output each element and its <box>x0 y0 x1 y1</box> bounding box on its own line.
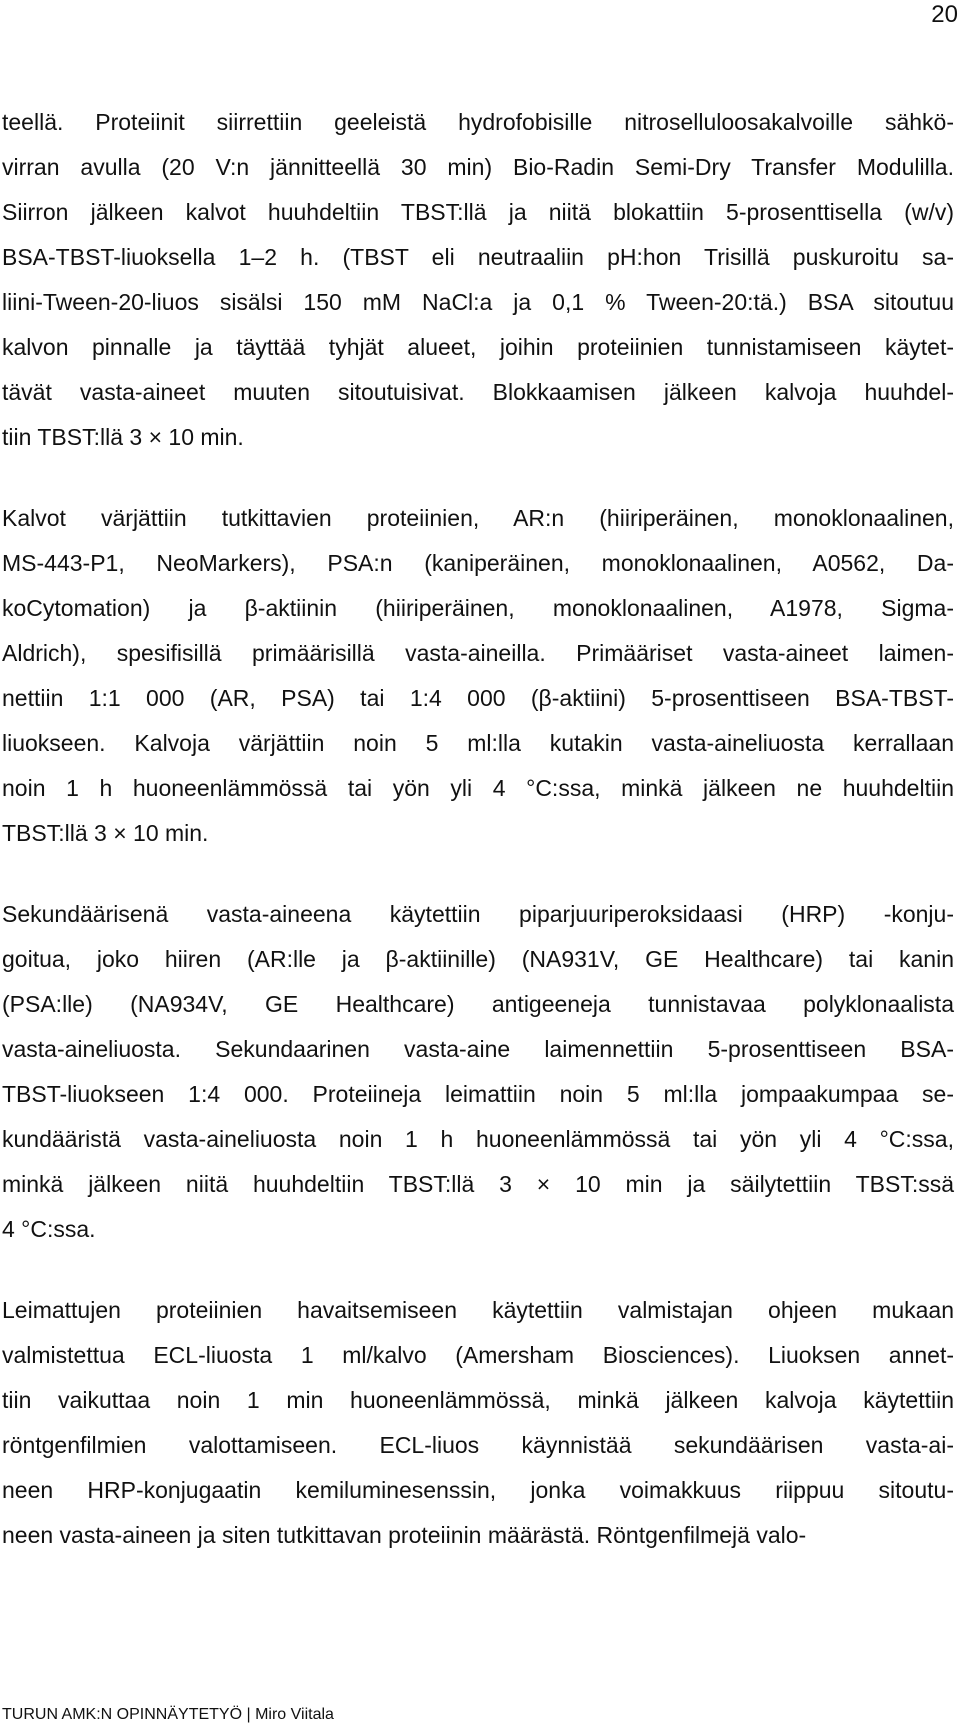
text-line: noin 1 h huoneenlämmössä tai yön yli 4 °C:ssa, minkä jälkeen ne huuhdeltiin <box>2 775 954 801</box>
paragraph-gap <box>0 1252 954 1288</box>
text-line: nettiin 1:1 000 (AR, PSA) tai 1:4 000 (β-aktiini) 5-prosenttiseen BSA-TBST- <box>2 685 954 711</box>
text-line: Aldrich), spesifisillä primäärisillä vasta-aineilla. Primääriset vasta-aineet laimen- <box>2 640 954 666</box>
text-line: röntgenfilmien valottamiseen. ECL-liuos käynnistää sekundäärisen vasta-ai- <box>2 1432 954 1458</box>
paragraph-gap <box>0 460 954 496</box>
text-line: tiin vaikuttaa noin 1 min huoneenlämmössä, minkä jälkeen kalvoja käytettiin <box>2 1387 954 1413</box>
text-line: TBST:llä 3 × 10 min. <box>2 820 209 846</box>
text-line: tävät vasta-aineet muuten sitoutuisivat. Blokkaamisen jälkeen kalvoja huuhdel- <box>2 379 954 405</box>
paragraph-gap <box>0 856 954 892</box>
paragraph-4 <box>0 1288 954 1558</box>
text-line: MS-443-P1, NeoMarkers), PSA:n (kaniperäinen, monoklonaalinen, A0562, Da- <box>2 550 954 576</box>
text-line: BSA-TBST-liuoksella 1–2 h. (TBST eli neutraaliin pH:hon Trisillä puskuroitu sa- <box>2 244 954 270</box>
text-line: Siirron jälkeen kalvot huuhdeltiin TBST:llä ja niitä blokattiin 5-prosenttisella (w/v) <box>2 199 954 225</box>
text-line: koCytomation) ja β-aktiinin (hiiriperäinen, monoklonaalinen, A1978, Sigma- <box>2 595 954 621</box>
paragraph-1 <box>0 100 954 460</box>
text-line: tiin TBST:llä 3 × 10 min. <box>2 424 244 450</box>
paragraph-3 <box>0 892 954 1252</box>
text-line: kalvon pinnalle ja täyttää tyhjät alueet, joihin proteiinien tunnistamiseen käytet- <box>2 334 954 360</box>
page-number: 20 <box>931 1 958 28</box>
text-line: kundääristä vasta-aineliuosta noin 1 h huoneenlämmössä tai yön yli 4 °C:ssa, <box>2 1126 954 1152</box>
paragraph-2 <box>0 496 954 856</box>
text-line: vasta-aineliuosta. Sekundaarinen vasta-aine laimennettiin 5-prosenttiseen BSA- <box>2 1036 954 1062</box>
text-line: Leimattujen proteiinien havaitsemiseen käytettiin valmistajan ohjeen mukaan <box>2 1297 954 1323</box>
text-line: valmistettua ECL-liuosta 1 ml/kalvo (Amersham Biosciences). Liuoksen annet- <box>2 1342 954 1368</box>
text-line: neen HRP-konjugaatin kemiluminesenssin, jonka voimakkuus riippuu sitoutu- <box>2 1477 954 1503</box>
page-footer: TURUN AMK:N OPINNÄYTETYÖ | Miro Viitala <box>2 1706 334 1723</box>
text-line: TBST-liuokseen 1:4 000. Proteiineja leimattiin noin 5 ml:lla jompaakumpaa se- <box>2 1081 954 1107</box>
text-line: teellä. Proteiinit siirrettiin geeleistä hydrofobisille nitroselluloosakalvoille sähkö- <box>2 109 954 135</box>
text-line: liini-Tween-20-liuos sisälsi 150 mM NaCl:a ja 0,1 % Tween-20:tä.) BSA sitoutuu <box>2 289 954 315</box>
text-line: liuokseen. Kalvoja värjättiin noin 5 ml:lla kutakin vasta-aineliuosta kerrallaan <box>2 730 954 756</box>
text-line: (PSA:lle) (NA934V, GE Healthcare) antigeeneja tunnistavaa polyklonaalista <box>2 991 954 1017</box>
text-line: Sekundäärisenä vasta-aineena käytettiin piparjuuriperoksidaasi (HRP) -konju- <box>2 901 954 927</box>
text-line: neen vasta-aineen ja siten tutkittavan proteiinin määrästä. Röntgenfilmejä valo- <box>2 1522 807 1548</box>
text-line: virran avulla (20 V:n jännitteellä 30 min) Bio-Radin Semi-Dry Transfer Modulilla. <box>2 154 954 180</box>
text-line: 4 °C:ssa. <box>2 1216 96 1242</box>
document-body <box>0 100 954 1558</box>
text-line: minkä jälkeen niitä huuhdeltiin TBST:llä 3 × 10 min ja säilytettiin TBST:ssä <box>2 1171 954 1197</box>
text-line: Kalvot värjättiin tutkittavien proteiinien, AR:n (hiiriperäinen, monoklonaalinen, <box>2 505 954 531</box>
text-line: goitua, joko hiiren (AR:lle ja β-aktiinille) (NA931V, GE Healthcare) tai kanin <box>2 946 954 972</box>
